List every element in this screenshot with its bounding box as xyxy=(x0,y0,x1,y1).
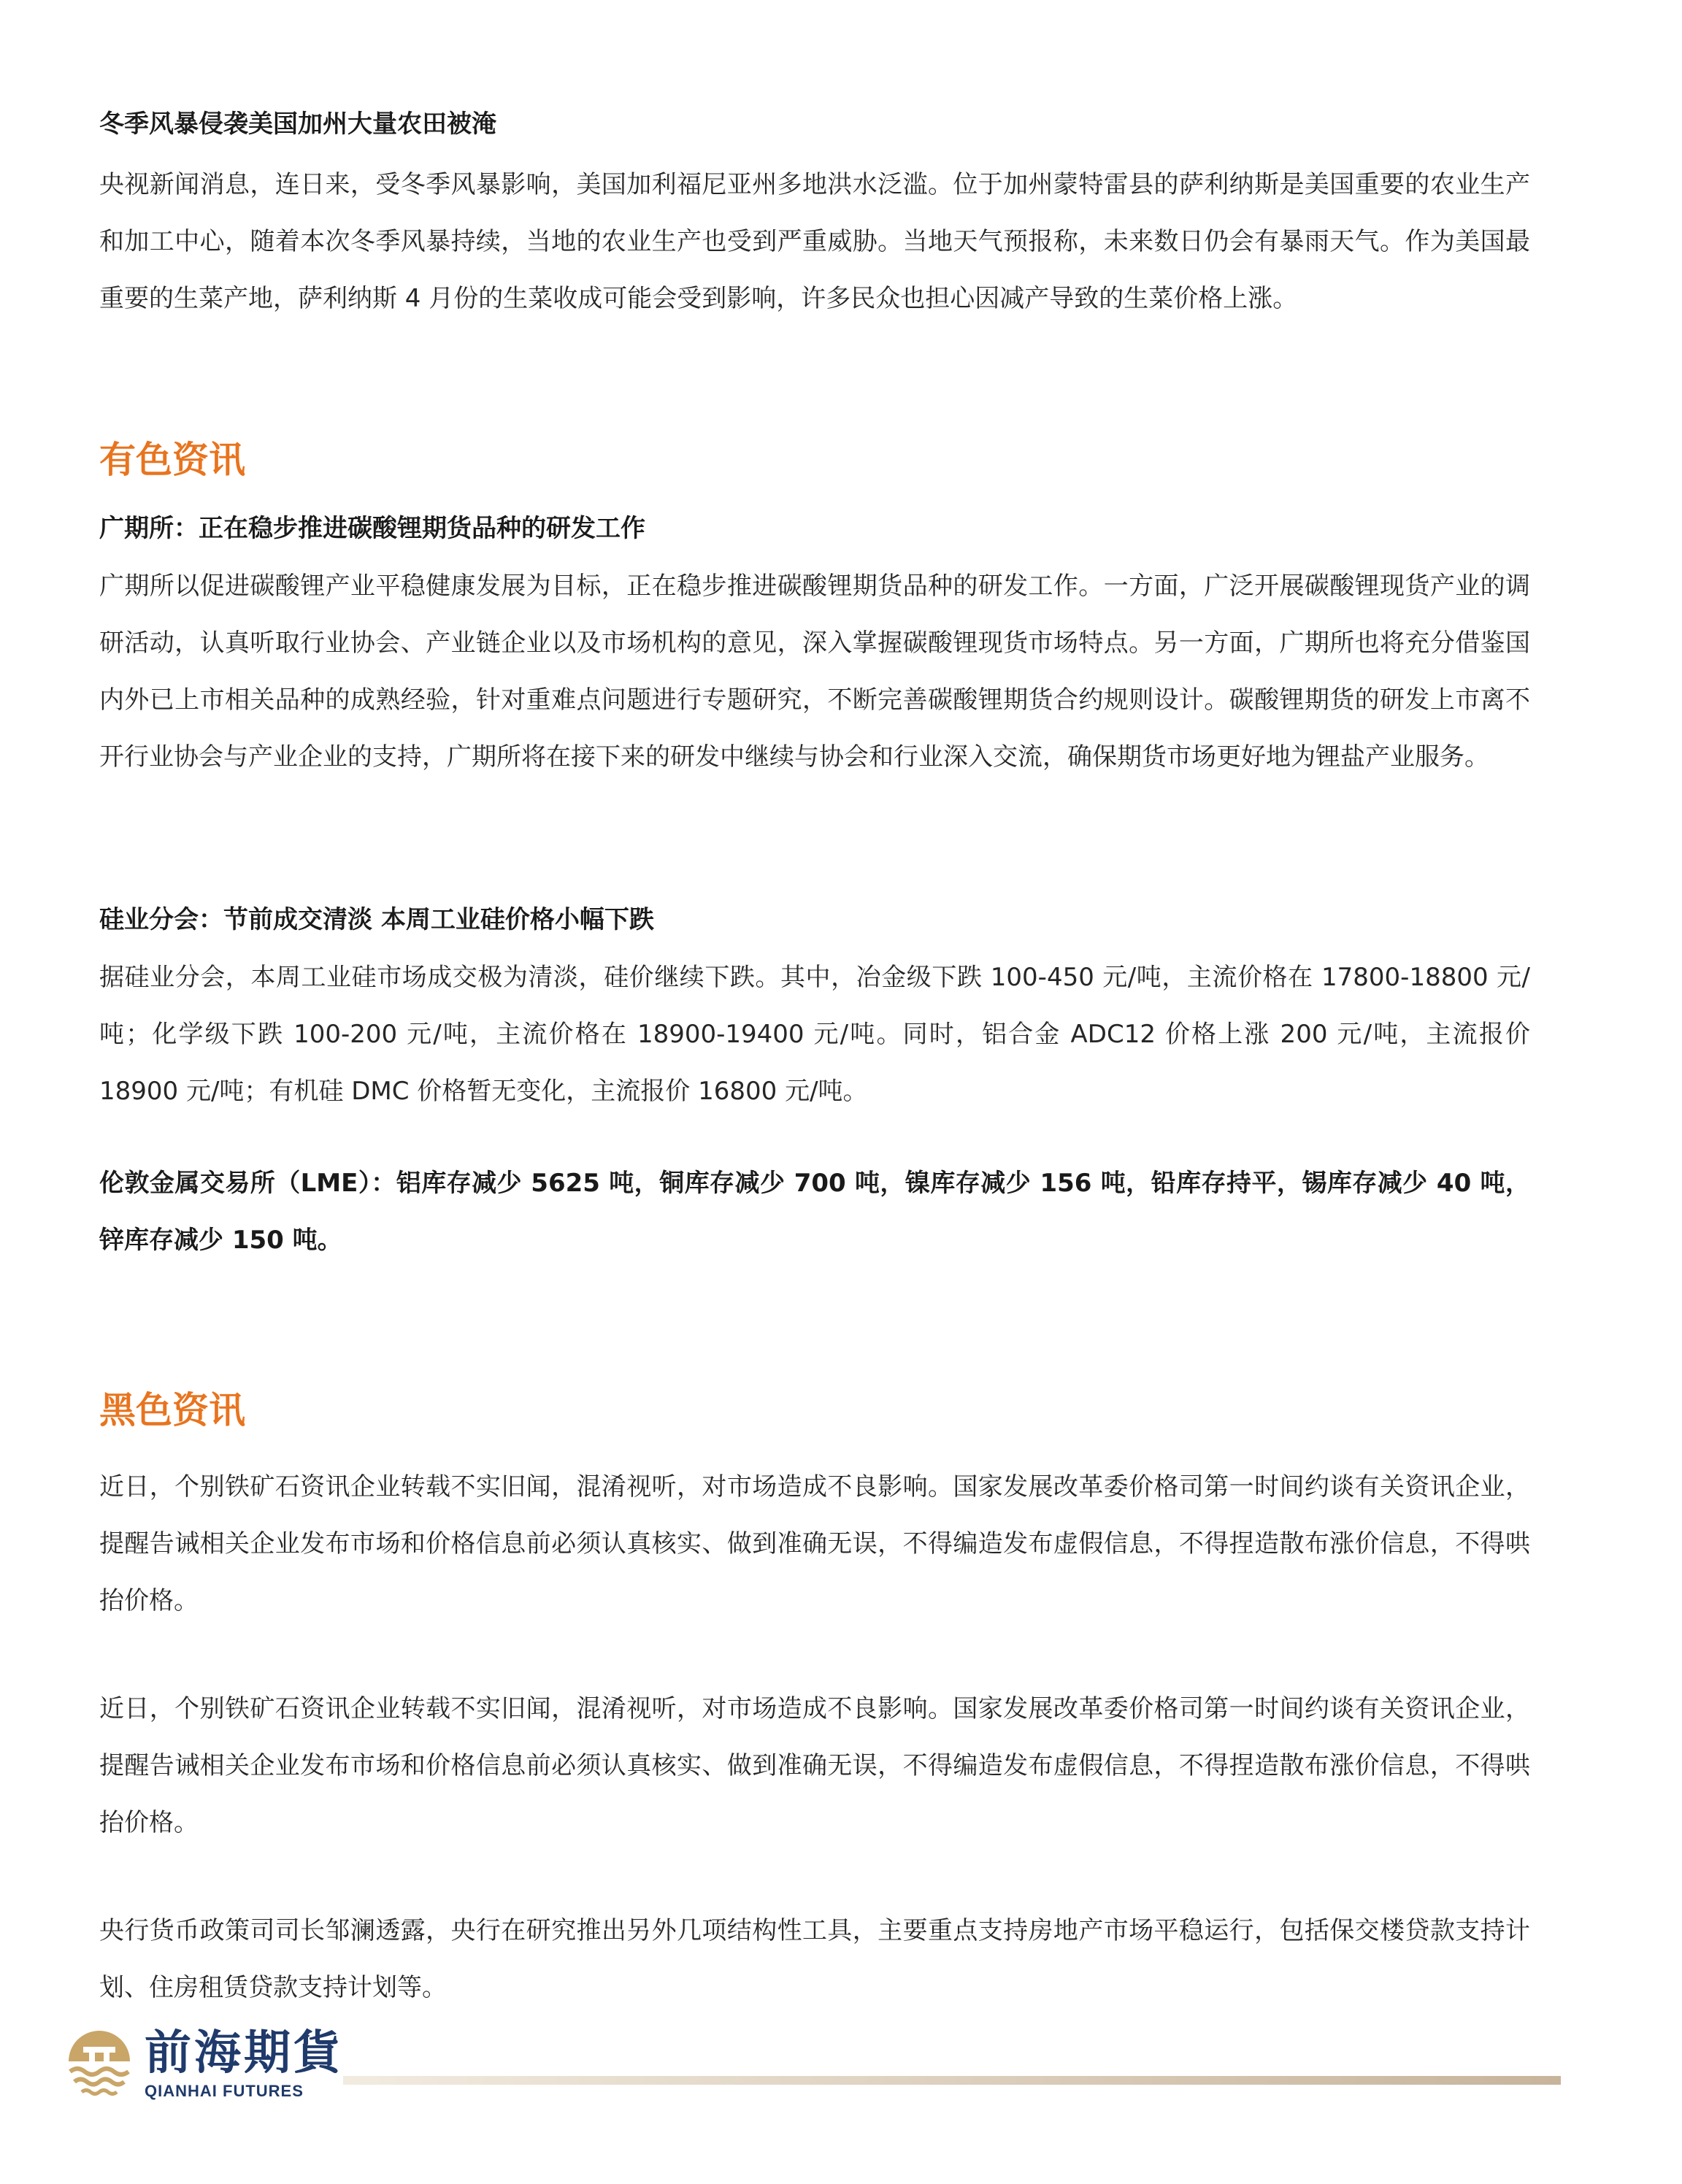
ferrous-para-2: 近日，个别铁矿石资讯企业转载不实旧闻，混淆视听，对市场造成不良影响。国家发展改革委价格司第一时间约谈有关资讯企业，提醒告诫相关企业发布市场和价格信息前必须认真核实、做到准确无误，不得编造发布虚假信息，不得捏造散布涨价信息，不得哄抬价格。 xyxy=(99,1694,1530,1837)
footer xyxy=(0,2019,1682,2121)
nonferrous-section xyxy=(99,438,1530,482)
ferrous-para-3-block xyxy=(99,1902,1530,2016)
footer-divider xyxy=(343,2076,1561,2085)
logo-english-name: QIANHAI FUTURES xyxy=(145,2082,304,2100)
nonferrous-item2-title: 硅业分会：节前成交清淡 本周工业硅价格小幅下跌 xyxy=(99,905,654,934)
ferrous-para-2-block xyxy=(99,1680,1530,1851)
nonferrous-item-1 xyxy=(99,511,1530,785)
top-news-body: 央视新闻消息，连日来，受冬季风暴影响，美国加利福尼亚州多地洪水泛滥。位于加州蒙特雷县的萨利纳斯是美国重要的农业生产和加工中心，随着本次冬季风暴持续，当地的农业生产也受到严重威胁。当地天气预报称，未来数日仍会有暴雨天气。作为美国最重要的生菜产地，萨利纳斯 4 月份的生菜收成可能会受到影响，许多民众也担心因减产导致的生菜价格上涨。 xyxy=(99,170,1530,313)
nonferrous-item2-body: 据硅业分会，本周工业硅市场成交极为清淡，硅价继续下跌。其中，冶金级下跌 100-450 元/吨，主流价格在 17800-18800 元/吨；化学级下跌 100-200 元/吨，主流价格在 18900-19400 元/吨。同时，铝合金 ADC12 价格上涨 200 元/吨，主流报价 18900 元/吨；有机硅 DMC 价格暂无变化，主流报价 16800 元/吨。 xyxy=(99,963,1530,1106)
nonferrous-item1-title: 广期所：正在稳步推进碳酸锂期货品种的研发工作 xyxy=(99,514,645,543)
nonferrous-item-2 xyxy=(99,902,1530,1120)
nonferrous-item3-body: 伦敦金属交易所（LME）：铝库存减少 5625 吨，铜库存减少 700 吨，镍库存减少 156 吨，铅库存持平，锡库存减少 40 吨，锌库存减少 150 吨。 xyxy=(99,1169,1530,1255)
nonferrous-item-3 xyxy=(99,1155,1530,1269)
top-news xyxy=(99,107,1530,327)
nonferrous-heading: 有色资讯 xyxy=(99,439,245,481)
top-news-title: 冬季风暴侵袭美国加州大量农田被淹 xyxy=(99,109,496,139)
logo-chinese-name: 前海期貨 xyxy=(145,2026,343,2080)
ferrous-para-3: 央行货币政策司司长邹澜透露，央行在研究推出另外几项结构性工具，主要重点支持房地产市场平稳运行，包括保交楼贷款支持计划、住房租赁贷款支持计划等。 xyxy=(99,1916,1530,2002)
nonferrous-item1-body: 广期所以促进碳酸锂产业平稳健康发展为目标，正在稳步推进碳酸锂期货品种的研发工作。一方面，广泛开展碳酸锂现货产业的调研活动，认真听取行业协会、产业链企业以及市场机构的意见，深入掌握碳酸锂现货市场特点。另一方面，广期所也将充分借鉴国内外已上市相关品种的成熟经验，针对重难点问题进行专题研究，不断完善碳酸锂期货合约规则设计。碳酸锂期货的研发上市离不开行业协会与产业企业的支持，广期所将在接下来的研发中继续与协会和行业深入交流，确保期货市场更好地为锂盐产业服务。 xyxy=(99,572,1530,772)
qianhai-logo-icon xyxy=(64,2029,134,2099)
ferrous-heading: 黑色资讯 xyxy=(99,1389,245,1431)
ferrous-para-1: 近日，个别铁矿石资讯企业转载不实旧闻，混淆视听，对市场造成不良影响。国家发展改革委价格司第一时间约谈有关资讯企业，提醒告诫相关企业发布市场和价格信息前必须认真核实、做到准确无误，不得编造发布虚假信息，不得捏造散布涨价信息，不得哄抬价格。 xyxy=(99,1472,1530,1615)
ferrous-section xyxy=(99,1388,1530,1432)
ferrous-para-1-block xyxy=(99,1458,1530,1629)
